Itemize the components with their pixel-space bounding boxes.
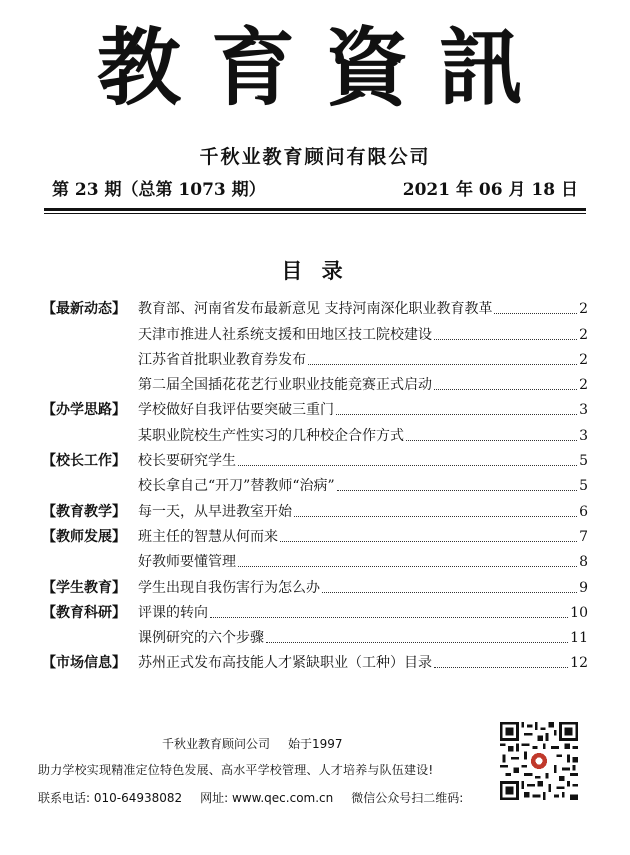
toc-entry-title: 学生出现自我伤害行为怎么办 — [138, 579, 320, 596]
toc-entry[interactable] — [42, 369, 588, 394]
toc-leader — [280, 541, 577, 542]
company-name: 千秋业教育顾问有限公司 — [199, 146, 431, 168]
toc-entry[interactable] — [42, 647, 588, 672]
toc-page-number: 7 — [579, 528, 588, 545]
toc-leader — [434, 389, 577, 390]
header-rule-thin — [44, 213, 586, 214]
toc-entry[interactable] — [42, 622, 588, 647]
toc-entry[interactable] — [42, 571, 588, 596]
toc-entry[interactable] — [42, 318, 588, 343]
toc-page-number: 2 — [579, 301, 588, 318]
toc-page-number: 12 — [570, 655, 588, 672]
toc-entry[interactable] — [42, 597, 588, 622]
toc-title: 目 录 — [281, 259, 349, 283]
toc-entry-title: 苏州正式发布高技能人才紧缺职业（工种）目录 — [138, 655, 432, 672]
toc-entry[interactable] — [42, 419, 588, 444]
toc-leader — [322, 592, 577, 593]
toc-entry-title: 学校做好自我评估要突破三重门 — [138, 402, 334, 419]
toc-entry-title: 江苏省首批职业教育券发布 — [138, 351, 306, 368]
toc-entry[interactable] — [42, 470, 588, 495]
toc-category: 【教育科研】 — [42, 604, 126, 621]
footer-company: 千秋业教育顾问公司 — [162, 737, 271, 751]
table-of-contents — [42, 293, 588, 672]
toc-category: 【市场信息】 — [42, 655, 126, 672]
toc-entry-title: 评课的转向 — [138, 604, 208, 621]
toc-leader — [434, 667, 568, 668]
toc-entry-title: 课例研究的六个步骤 — [138, 630, 264, 647]
header-rule-thick — [44, 208, 586, 211]
toc-entry[interactable] — [42, 293, 588, 318]
toc-leader — [238, 465, 577, 466]
toc-entry-title: 第二届全国插花花艺行业职业技能竞赛正式启动 — [138, 377, 432, 394]
toc-leader — [337, 490, 577, 491]
toc-leader — [266, 642, 568, 643]
toc-leader — [434, 339, 577, 340]
toc-category: 【学生教育】 — [42, 579, 126, 596]
toc-entry-title: 好教师要懂管理 — [138, 554, 236, 571]
toc-page-number: 6 — [579, 503, 588, 520]
toc-leader — [308, 364, 577, 365]
toc-entry[interactable] — [42, 495, 588, 520]
toc-page-number: 5 — [579, 478, 588, 495]
toc-page-number: 10 — [570, 604, 588, 621]
toc-entry-title: 某职业院校生产性实习的几种校企合作方式 — [138, 427, 404, 444]
toc-page-number: 3 — [579, 427, 588, 444]
toc-leader — [336, 414, 577, 415]
issue-number: 第 23 期（总第 1073 期） — [52, 180, 266, 200]
footer-since: 始于1997 — [288, 737, 343, 751]
toc-leader — [294, 516, 577, 517]
toc-entry-title: 天津市推进人社系统支援和田地区技工院校建设 — [138, 326, 432, 343]
footer-contact-line — [38, 789, 481, 806]
toc-entry[interactable] — [42, 445, 588, 470]
footer-slogan: 助力学校实现精准定位特色发展、高水平学校管理、人才培养与队伍建设! — [38, 763, 434, 777]
toc-page-number: 2 — [579, 377, 588, 394]
toc-entry-title: 班主任的智慧从何而来 — [138, 528, 278, 545]
toc-page-number: 2 — [579, 326, 588, 343]
toc-entry-title: 教育部、河南省发布最新意见 支持河南深化职业教育教革 — [138, 301, 493, 318]
toc-page-number: 11 — [570, 630, 588, 647]
toc-entry[interactable] — [42, 546, 588, 571]
toc-leader — [494, 313, 577, 314]
toc-category: 【教育教学】 — [42, 503, 126, 520]
qr-code-icon[interactable] — [500, 722, 578, 800]
toc-category: 【办学思路】 — [42, 402, 126, 419]
footer-phone: 联系电话: 010-64938082 — [38, 791, 183, 805]
footer-wechat: 微信公众号扫二维码: — [351, 791, 464, 805]
toc-entry-title: 校长拿自己“开刀”替教师“治病” — [138, 478, 335, 495]
toc-category: 【校长工作】 — [42, 453, 126, 470]
toc-category: 【教师发展】 — [42, 528, 126, 545]
toc-page-number: 3 — [579, 402, 588, 419]
toc-page-number: 5 — [579, 453, 588, 470]
footer-company-line — [162, 735, 343, 752]
toc-leader — [406, 440, 577, 441]
toc-entry-title: 每一天，从早进教室开始 — [138, 503, 292, 520]
toc-category: 【最新动态】 — [42, 301, 126, 318]
toc-entry[interactable] — [42, 394, 588, 419]
toc-entry[interactable] — [42, 521, 588, 546]
toc-page-number: 9 — [579, 579, 588, 596]
toc-leader — [238, 566, 577, 567]
toc-page-number: 2 — [579, 351, 588, 368]
masthead-title: 教育資訊 — [96, 18, 553, 117]
footer-website[interactable]: 网址: www.qec.com.cn — [200, 791, 334, 805]
toc-page-number: 8 — [579, 554, 588, 571]
issue-date: 2021 年 06 月 18 日 — [402, 180, 578, 200]
toc-entry-title: 校长要研究学生 — [138, 453, 236, 470]
toc-entry[interactable] — [42, 344, 588, 369]
toc-leader — [210, 617, 568, 618]
